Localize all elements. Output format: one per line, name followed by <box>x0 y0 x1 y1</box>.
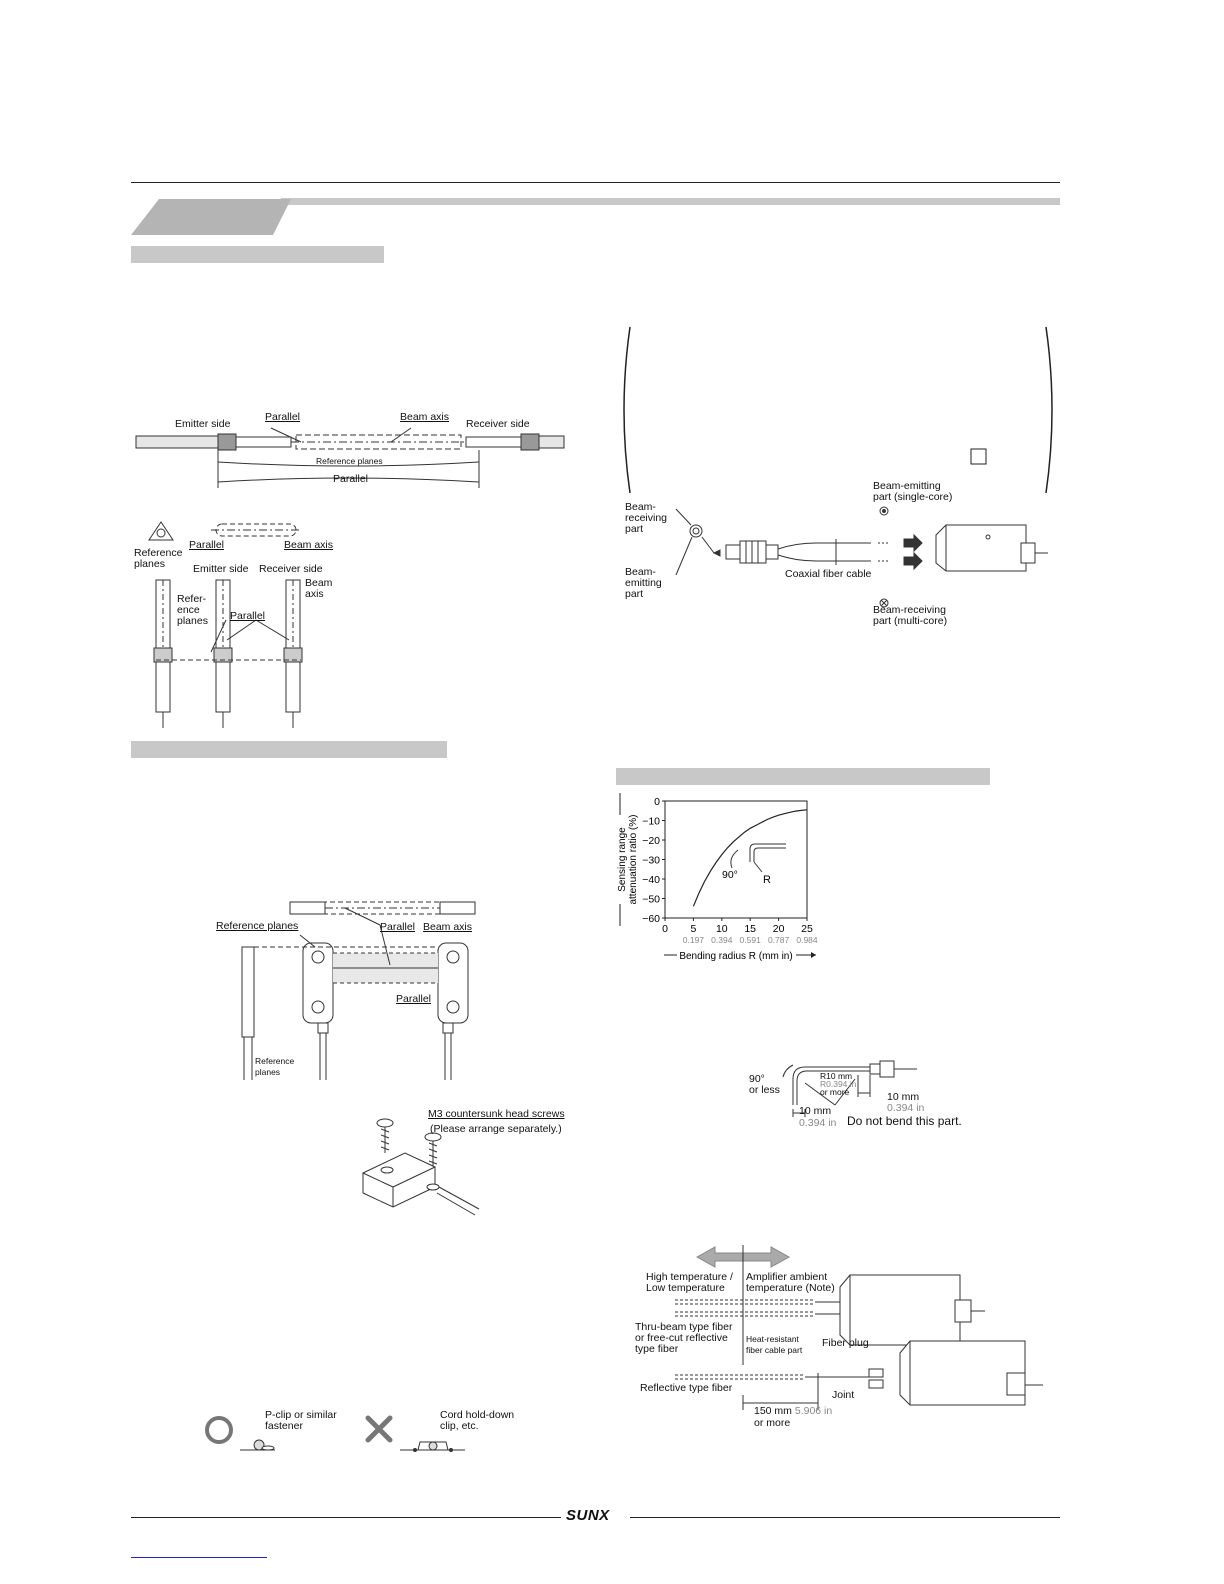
label-amp-ambient: Amplifier ambient temperature (Note) <box>746 1271 835 1294</box>
chart-xlabel: Bending radius R (mm in) <box>679 951 793 962</box>
label-arrange-separately: (Please arrange separately.) <box>430 1123 562 1135</box>
label-emitter-side-top: Emitter side <box>175 418 231 430</box>
label-10mm-right: 10 mm <box>887 1091 920 1103</box>
chart-x-tick-label: 15 <box>744 923 757 935</box>
chart-x-tick-label-in: 0.787 <box>767 935 790 945</box>
footer-link-underline[interactable] <box>131 1557 267 1558</box>
chart-x-tick-label: 10 <box>715 923 728 935</box>
chart-x-tick-label: 25 <box>801 923 813 935</box>
chart-plot-frame <box>665 801 807 918</box>
chart-x-tick-label-in: 0.197 <box>682 935 705 945</box>
subsection-band-2 <box>131 741 447 758</box>
label-beam-emitting-single: Beam-emitting part (single-core) <box>873 480 953 503</box>
chart-xlabel-arrowhead <box>811 952 816 958</box>
chart-inset-r: R <box>763 874 771 886</box>
label-beam-axis-side-2: Beam axis <box>305 577 333 600</box>
chart-y-tick-label: −20 <box>642 835 660 847</box>
label-receiver-side-side: Receiver side <box>259 563 323 575</box>
chart-ylabel-group <box>617 814 639 904</box>
label-beam-receiving-multi: Beam-receiving part (multi-core) <box>873 604 948 627</box>
chart-x-tick-label-in: 0.591 <box>739 935 761 945</box>
subsection-band-1 <box>131 246 384 263</box>
label-beam-axis-side: Beam axis <box>284 539 334 551</box>
label-reference-planes-bracket: Reference planes <box>216 920 299 932</box>
chart-y-tick-label: −50 <box>642 893 660 906</box>
label-r10-in: R0.394 in <box>820 1079 857 1089</box>
chart-x-tick-label: 20 <box>772 923 785 935</box>
chart-x-tick-label: 0 <box>662 923 668 935</box>
chart-y-tick-label: 0 <box>654 796 660 808</box>
label-fiber-plug: Fiber plug <box>822 1337 869 1349</box>
label-parallel-top: Parallel <box>265 411 301 423</box>
label-10mm-right-in: 0.394 in <box>887 1102 925 1114</box>
coaxial-fiber-diagram <box>616 495 1060 625</box>
footer-logo: SUNX <box>566 1507 610 1524</box>
label-beam-axis-bracket: Beam axis <box>423 921 473 933</box>
chart-y-tick-label: −60 <box>642 913 660 925</box>
label-heat-resistant: Heat-resistant fiber cable part <box>746 1334 803 1355</box>
chart-ylabel-line1: Sensing range <box>617 827 628 892</box>
label-parallel-bottom: Parallel <box>333 473 369 485</box>
ng-cross-icon <box>368 1418 390 1440</box>
label-10mm-left: 10 mm <box>799 1105 832 1117</box>
label-r10-or-more: or more <box>820 1087 850 1097</box>
label-coaxial-fiber-cable: Coaxial fiber cable <box>785 568 872 580</box>
chart-inset-bend <box>731 844 786 872</box>
label-beam-emitting-part: Beam- emitting part <box>625 566 662 600</box>
header-rule <box>131 182 1060 183</box>
label-r10: R10 mm <box>820 1071 853 1081</box>
label-do-not-bend: Do not bend this part. <box>847 1114 962 1128</box>
label-receiver-side-top: Receiver side <box>466 418 530 430</box>
label-p-clip: P-clip or similar fastener <box>265 1409 337 1432</box>
chart-y-tick-label: −30 <box>642 854 660 867</box>
chart-x-tick-label-in: 0.394 <box>711 935 733 945</box>
label-thru-beam: Thru-beam type fiber or free-cut reflective type fiber <box>635 1321 733 1355</box>
label-m3-screws: M3 countersunk head screws <box>428 1108 565 1120</box>
label-parallel-side-2: Parallel <box>230 610 266 622</box>
label-reflective: Reflective type fiber <box>640 1382 733 1394</box>
attenuation-chart <box>612 792 842 962</box>
label-emitter-side-side: Emitter side <box>193 563 249 575</box>
label-cord-hold-down: Cord hold-down clip, etc. <box>440 1409 515 1432</box>
label-parallel-side: Parallel <box>189 539 225 551</box>
section-header-band <box>131 198 1060 236</box>
chart-x-tick-label: 5 <box>690 923 697 935</box>
label-beam-axis-top: Beam axis <box>400 411 450 423</box>
label-beam-receiving-part: Beam- receiving part <box>625 501 668 535</box>
subsection-band-3 <box>616 768 990 785</box>
note-brackets <box>616 325 1060 495</box>
ok-circle-icon <box>207 1418 231 1442</box>
chart-y-tick-label: −40 <box>642 874 660 886</box>
chart-x-tick-label-in: 0.984 <box>796 935 818 945</box>
label-high-low-temp: High temperature / Low temperature <box>646 1271 733 1294</box>
label-reference-planes-side: Reference planes <box>134 547 183 570</box>
label-refer-planes-side: Refer- ence planes <box>177 593 208 627</box>
chart-y-tick-label: −10 <box>642 815 660 828</box>
checkbox-square <box>971 449 986 464</box>
chart-ylabel-line2: attenuation ratio (%) <box>628 814 639 905</box>
label-joint: Joint <box>832 1389 855 1401</box>
label-150mm: 150 mm 5.906 in <box>754 1405 833 1417</box>
label-90-or-less: 90° or less <box>749 1073 780 1096</box>
label-10mm-left-in: 0.394 in <box>799 1117 837 1129</box>
label-parallel-bracket: Parallel <box>380 921 416 933</box>
label-reference-planes-top: Reference planes <box>316 456 383 466</box>
chart-inset-angle: 90° <box>722 869 738 881</box>
footer-rule-right <box>630 1517 1060 1518</box>
label-150-or-more: or more <box>754 1417 791 1429</box>
label-parallel-bracket-2: Parallel <box>396 993 432 1005</box>
label-reference-planes-bracket-2: Reference planes <box>255 1056 295 1077</box>
footer-rule-left <box>131 1517 561 1518</box>
